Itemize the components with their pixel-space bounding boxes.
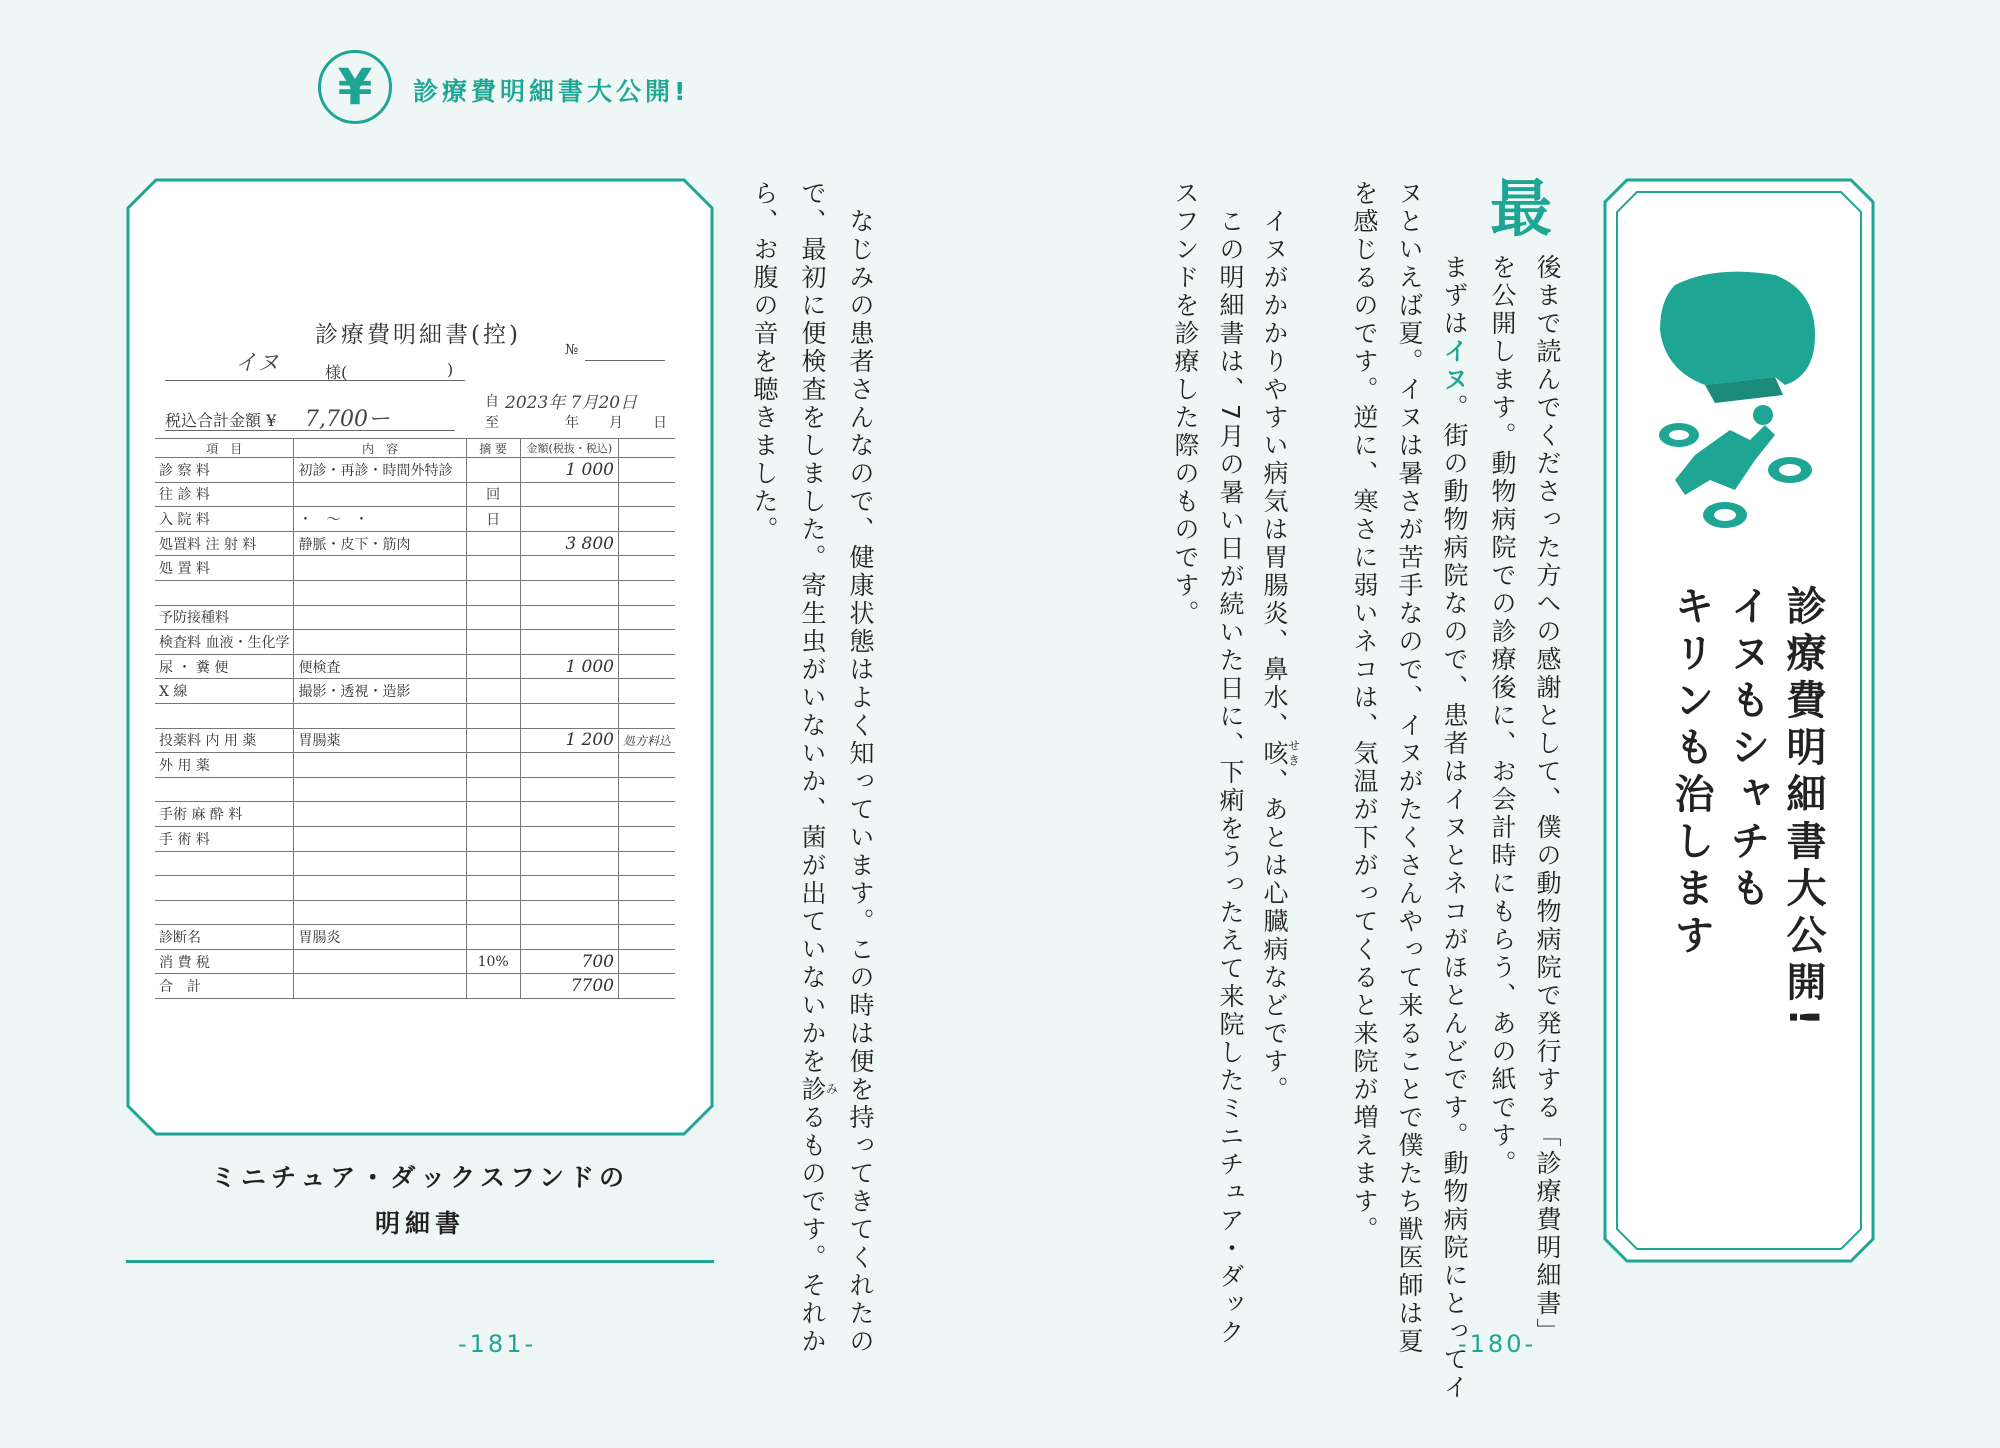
chapter-title-line-1: 診療費明細書大公開!	[1780, 585, 1826, 1034]
row-extra	[618, 753, 675, 778]
receipt-name-line	[165, 380, 465, 381]
header-content: 内 容	[294, 439, 466, 458]
col3-rest: 。街の動物病院なので、患者はイヌとネコがほとんどです。動物病院にとってイ	[1440, 394, 1469, 1402]
row-amount: 7700	[520, 974, 618, 999]
row-extra	[618, 580, 675, 605]
right-body-column-7: この明細書は、7月の暑い日が続いた日に、下痢をうったえて来院したミニチュア・ダック	[1216, 208, 1245, 1347]
receipt-date: 2023年 7月20日	[505, 393, 638, 413]
drop-cap: 最	[1490, 172, 1553, 245]
row-extra	[618, 458, 675, 483]
receipt-row	[155, 605, 675, 630]
row-extra	[618, 876, 675, 901]
row-item: 診 察 料	[155, 458, 294, 483]
caption-line-1: ミニチュア・ダックスフンドの	[210, 1163, 629, 1192]
row-amount: 700	[520, 949, 618, 974]
receipt-to-label: 至	[485, 415, 499, 431]
row-item	[155, 580, 294, 605]
row-content	[294, 703, 466, 728]
row-extra	[618, 605, 675, 630]
row-content	[294, 556, 466, 581]
row-amount	[520, 777, 618, 802]
receipt-row	[155, 802, 675, 827]
row-extra	[618, 900, 675, 925]
row-content	[294, 580, 466, 605]
ruby-base: 診	[798, 1076, 827, 1104]
row-note	[466, 753, 520, 778]
row-extra	[618, 851, 675, 876]
row-note	[466, 605, 520, 630]
receipt-row	[155, 507, 675, 532]
receipt-total-label: 税込合計金額 ¥	[165, 411, 277, 430]
row-note	[466, 679, 520, 704]
row-item: 手 術 料	[155, 826, 294, 851]
receipt-row	[155, 482, 675, 507]
row-content	[294, 482, 466, 507]
col6-a: イヌがかかりやすい病気は胃腸炎、鼻水、	[1260, 208, 1289, 740]
row-extra	[618, 556, 675, 581]
receipt-row	[155, 654, 675, 679]
right-body-column-8: スフンドを診療した際のものです。	[1171, 180, 1200, 628]
row-amount	[520, 826, 618, 851]
row-item: 処 置 料	[155, 556, 294, 581]
row-content	[294, 876, 466, 901]
left-body-column-2	[800, 180, 838, 1356]
chapter-title-line-2: イヌもシャチも	[1724, 585, 1770, 914]
receipt-patient-name: イヌ	[235, 351, 280, 376]
receipt-row	[155, 925, 675, 950]
row-content: 静脈・皮下・筋肉	[294, 531, 466, 556]
row-note	[466, 900, 520, 925]
ruby-mi	[798, 1076, 839, 1104]
row-note	[466, 458, 520, 483]
row-item: 投薬料 内 用 薬	[155, 728, 294, 753]
receipt-table-header	[155, 439, 675, 458]
row-note	[466, 580, 520, 605]
right-body-column-2: を公開します。動物病院での診療後に、お会計時にもらう、あの紙です。	[1488, 254, 1517, 1178]
receipt-row	[155, 703, 675, 728]
row-content: ・ ～ ・	[294, 507, 466, 532]
row-note	[466, 630, 520, 655]
row-item	[155, 876, 294, 901]
receipt-row	[155, 753, 675, 778]
row-content: 初診・再診・時間外特診	[294, 458, 466, 483]
left-body-column-1: なじみの患者さんなので、健康状態はよく知っています。この時は便を持ってきてくれたの	[846, 208, 875, 1356]
row-note	[466, 728, 520, 753]
row-item	[155, 851, 294, 876]
receipt-row	[155, 777, 675, 802]
receipt-sama-label: 様(	[325, 363, 348, 382]
row-content	[294, 949, 466, 974]
row-note	[466, 556, 520, 581]
row-amount	[520, 507, 618, 532]
header-note: 摘 要	[466, 439, 520, 458]
receipt-row	[155, 949, 675, 974]
receipt-row	[155, 679, 675, 704]
left-col2-b: るものです。それか	[798, 1104, 827, 1356]
row-note: 回	[466, 482, 520, 507]
row-content	[294, 974, 466, 999]
row-item	[155, 900, 294, 925]
row-note	[466, 826, 520, 851]
row-item: 尿 ・ 糞 便	[155, 654, 294, 679]
receipt-row	[155, 728, 675, 753]
receipt-row	[155, 876, 675, 901]
receipt-row	[155, 556, 675, 581]
row-content: 撮影・透視・造影	[294, 679, 466, 704]
row-extra	[618, 703, 675, 728]
row-extra	[618, 802, 675, 827]
row-amount	[520, 482, 618, 507]
row-amount	[520, 851, 618, 876]
yen-glyph: ¥	[337, 58, 373, 116]
row-note	[466, 802, 520, 827]
row-extra	[618, 974, 675, 999]
ruby-seki-reading: せき	[1286, 739, 1301, 769]
row-item: X 線	[155, 679, 294, 704]
row-note	[466, 654, 520, 679]
right-body-column-1: 後まで読んでくださった方への感謝として、僕の動物病院で発行する「診療費明細書」	[1533, 254, 1562, 1346]
receipt-to-date: 年 月 日	[565, 415, 675, 431]
vet-tooth-illustration	[1655, 265, 1825, 545]
row-amount	[520, 556, 618, 581]
row-extra	[618, 630, 675, 655]
row-item: 検査料 血液・生化学	[155, 630, 294, 655]
row-item: 合 計	[155, 974, 294, 999]
receipt-row	[155, 531, 675, 556]
row-note	[466, 531, 520, 556]
row-item: 予防接種料	[155, 605, 294, 630]
receipt-total-line	[165, 430, 455, 431]
row-content	[294, 826, 466, 851]
row-amount: 1 200	[520, 728, 618, 753]
receipt-row	[155, 458, 675, 483]
row-item: 診断名	[155, 925, 294, 950]
row-content	[294, 900, 466, 925]
row-item	[155, 777, 294, 802]
row-amount	[520, 900, 618, 925]
receipt-from-label: 自	[485, 394, 499, 410]
row-note	[466, 876, 520, 901]
row-amount: 1 000	[520, 458, 618, 483]
row-note	[466, 974, 520, 999]
row-item: 手術 麻 酔 料	[155, 802, 294, 827]
receipt-no-label: №	[565, 342, 579, 358]
row-amount: 3 800	[520, 531, 618, 556]
right-body-column-6	[1262, 208, 1300, 1104]
receipt-row	[155, 826, 675, 851]
receipt-table	[155, 438, 675, 999]
receipt-total-value: 7,700ー	[305, 407, 390, 432]
row-item: 外 用 薬	[155, 753, 294, 778]
receipt-no-line	[585, 360, 665, 361]
row-item: 処置料 注 射 料	[155, 531, 294, 556]
row-extra	[618, 826, 675, 851]
row-note: 10%	[466, 949, 520, 974]
row-extra	[618, 949, 675, 974]
header-item: 項 目	[155, 439, 294, 458]
receipt-row	[155, 851, 675, 876]
col3-highlight: イヌ	[1440, 338, 1469, 394]
row-extra	[618, 654, 675, 679]
receipt-title: 診療費明細書(控)	[315, 322, 521, 348]
row-content	[294, 851, 466, 876]
chapter-title-line-3: キリンも治します	[1668, 585, 1714, 961]
right-page-number: -180-	[1458, 1330, 1537, 1358]
row-item	[155, 703, 294, 728]
row-extra	[618, 777, 675, 802]
ruby-reading: み	[824, 1076, 839, 1104]
header-extra	[618, 439, 675, 458]
row-content: 胃腸薬	[294, 728, 466, 753]
row-amount	[520, 679, 618, 704]
row-content	[294, 605, 466, 630]
row-content	[294, 802, 466, 827]
row-content: 便検査	[294, 654, 466, 679]
receipt-row	[155, 630, 675, 655]
right-body-column-3	[1442, 254, 1467, 1402]
col6-b: 、あとは心臓病などです。	[1260, 768, 1289, 1104]
receipt-row	[155, 580, 675, 605]
row-content	[294, 753, 466, 778]
row-extra	[618, 679, 675, 704]
left-page-number: -181-	[458, 1330, 537, 1358]
receipt-sama-close: )	[447, 360, 454, 379]
caption-divider	[126, 1260, 714, 1263]
row-note	[466, 777, 520, 802]
right-body-column-5: を感じるのです。逆に、寒さに弱いネコは、気温が下がってくると来院が増えます。	[1350, 180, 1379, 1244]
row-amount	[520, 753, 618, 778]
row-amount	[520, 703, 618, 728]
row-amount	[520, 580, 618, 605]
row-note	[466, 851, 520, 876]
row-note	[466, 703, 520, 728]
header-amount: 金額(税抜・税込)	[520, 439, 618, 458]
row-extra	[618, 482, 675, 507]
right-body-column-4: ヌといえば夏。イヌは暑さが苦手なので、イヌがたくさんやって来ることで僕たち獣医師は夏	[1395, 180, 1424, 1356]
row-content	[294, 777, 466, 802]
receipt-caption	[126, 1155, 714, 1247]
row-item: 入 院 料	[155, 507, 294, 532]
col3-start: まずは	[1440, 254, 1469, 338]
header-title: 診療費明細書大公開!	[413, 77, 690, 106]
row-amount	[520, 605, 618, 630]
row-content: 胃腸炎	[294, 925, 466, 950]
row-amount	[520, 802, 618, 827]
row-extra	[618, 925, 675, 950]
row-extra: 処方料込	[618, 728, 675, 753]
receipt-row	[155, 900, 675, 925]
row-content	[294, 630, 466, 655]
row-item: 往 診 料	[155, 482, 294, 507]
yen-icon	[318, 50, 392, 124]
row-note	[466, 925, 520, 950]
receipt-row	[155, 974, 675, 999]
caption-line-2: 明細書	[374, 1209, 465, 1238]
row-note: 日	[466, 507, 520, 532]
row-amount: 1 000	[520, 654, 618, 679]
row-amount	[520, 876, 618, 901]
ruby-seki: 咳せき	[1260, 739, 1301, 769]
row-amount	[520, 925, 618, 950]
row-item: 消 費 税	[155, 949, 294, 974]
left-body-column-3: ら、お腹の音を聴きました。	[750, 180, 779, 544]
row-extra	[618, 531, 675, 556]
left-col2-a: で、最初に便検査をしました。寄生虫がいないか、菌が出ていないかを	[798, 180, 827, 1076]
row-extra	[618, 507, 675, 532]
row-amount	[520, 630, 618, 655]
